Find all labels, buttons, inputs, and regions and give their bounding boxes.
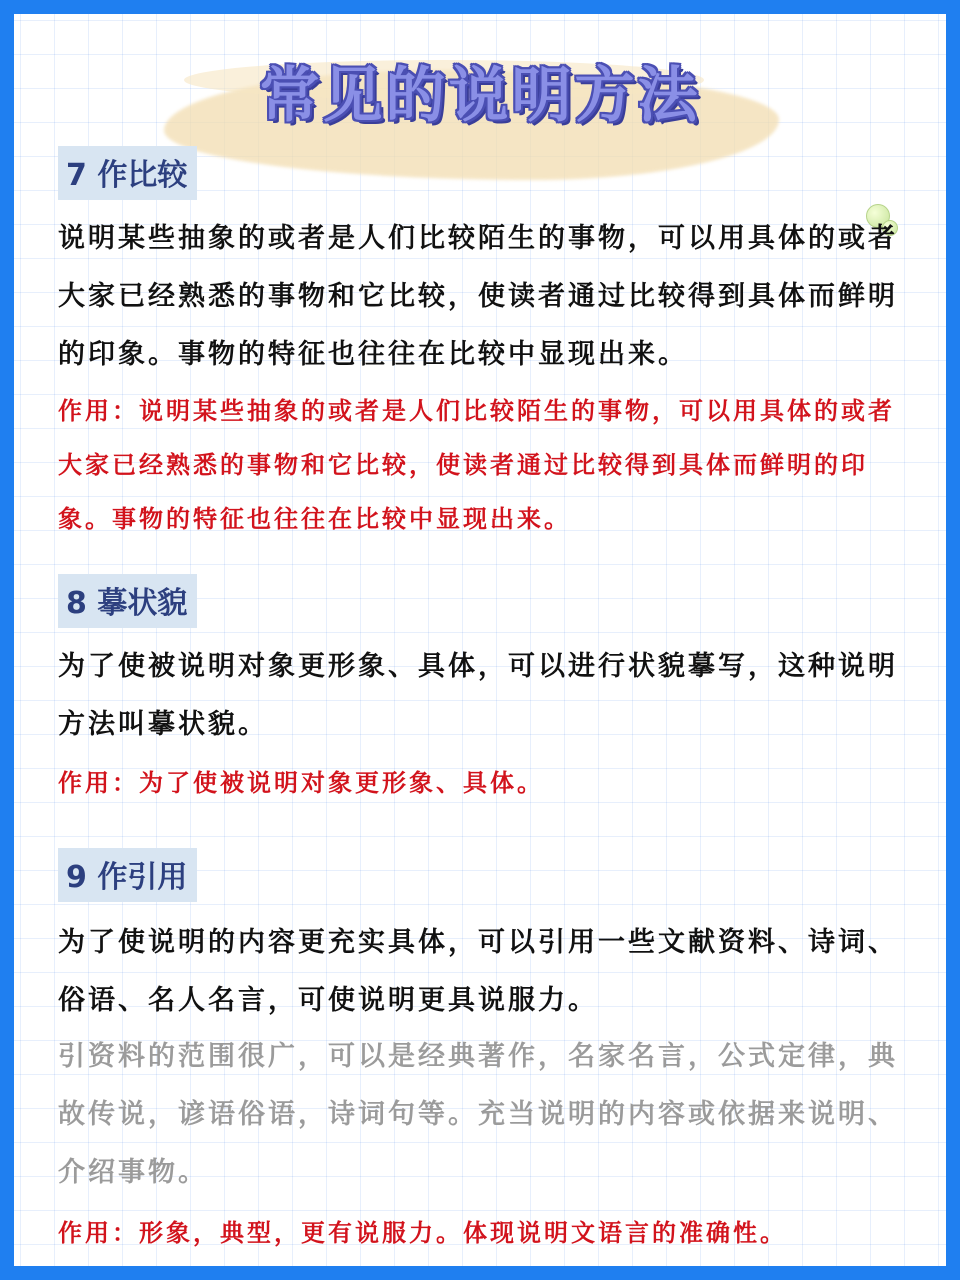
section-heading: 8 摹状貌 (58, 574, 197, 628)
section-note: 引资料的范围很广，可以是经典著作，名家名言，公式定律，典故传说，谚语俗语，诗词句等。充当说明的内容或依据来说明、介绍事物。 (58, 1041, 898, 1188)
section-effect: 作用：为了使被说明对象更形象、具体。 (58, 768, 544, 797)
section-body: 说明某些抽象的或者是人们比较陌生的事物，可以用具体的或者大家已经熟悉的事物和它比较，使读者通过比较得到具体而鲜明的印象。事物的特征也往往在比较中显现出来。 (58, 223, 898, 370)
section-effect: 作用：形象，典型，更有说服力。体现说明文语言的准确性。 (58, 1218, 787, 1247)
section-heading: 7 作比较 (58, 146, 197, 200)
page-title: 常见的说明方法 (259, 61, 701, 131)
section-heading: 9 作引用 (58, 848, 197, 902)
section-body: 为了使说明的内容更充实具体，可以引用一些文献资料、诗词、俗语、名人名言，可使说明更具说服力。 (58, 927, 898, 1016)
section-effect: 作用：说明某些抽象的或者是人们比较陌生的事物，可以用具体的或者大家已经熟悉的事物和它比较，使读者通过比较得到具体而鲜明的印象。事物的特征也往往在比较中显现出来。 (58, 396, 895, 533)
note-page (14, 14, 946, 1266)
section-body: 为了使被说明对象更形象、具体，可以进行状貌摹写，这种说明方法叫摹状貌。 (58, 651, 898, 740)
